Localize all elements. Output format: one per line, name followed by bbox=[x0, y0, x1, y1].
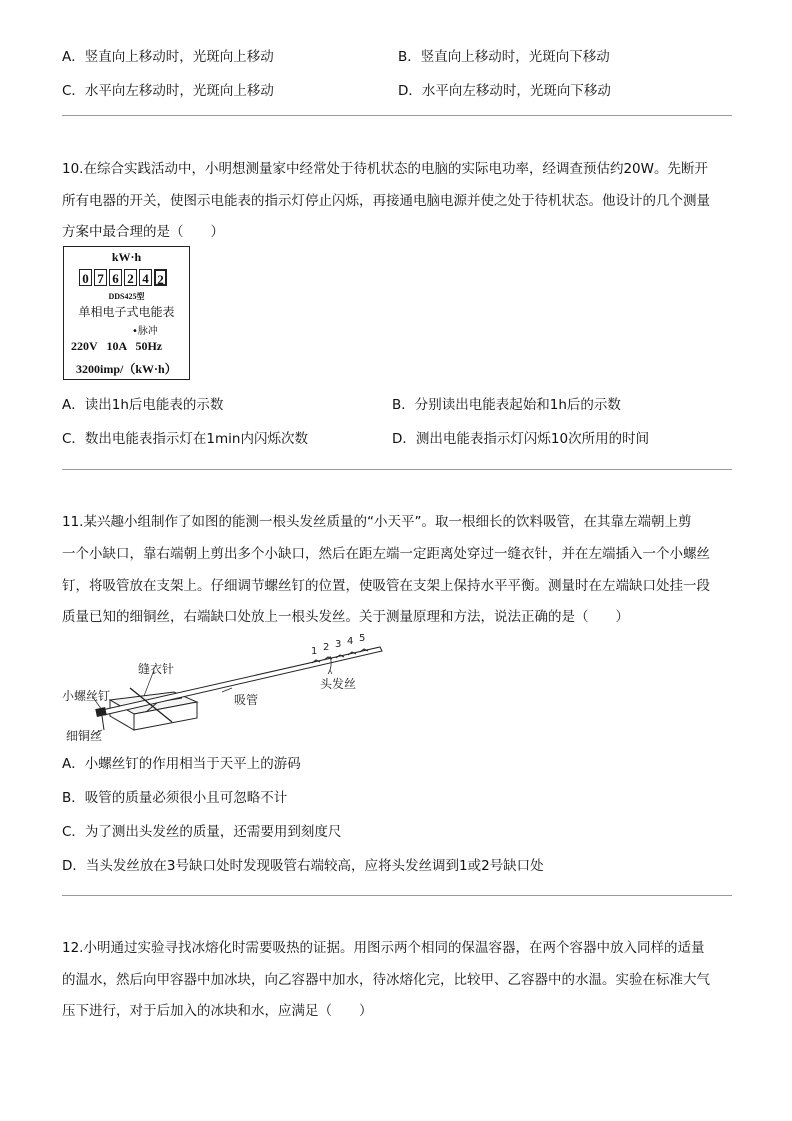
notch-label: 1 bbox=[311, 646, 318, 657]
q10-stem-line-3: 方案中最合理的是（ ） bbox=[62, 224, 224, 240]
meter-digit: 6 bbox=[109, 269, 122, 286]
q11-stem-line-2: 一个小缺口，靠右端朝上剪出多个小缺口，然后在距左端一定距离处穿过一缝衣针，并在左端插入一个小螺丝 bbox=[62, 546, 710, 562]
meter-pulse-label: •脉冲 bbox=[132, 326, 158, 337]
q10-stem-line-1: 10.在综合实践活动中，小明想测量家中经常处于待机状态的电脑的实际电功率，经调查预估约20W。先断开 bbox=[62, 161, 708, 177]
meter-model: DDS425型 bbox=[108, 292, 145, 301]
meter-digit: 7 bbox=[94, 269, 107, 286]
meter-digits bbox=[79, 269, 169, 286]
q10-option-d: D．测出电能表指示灯闪烁10次所用的时间 bbox=[392, 431, 650, 447]
copper-wire bbox=[102, 716, 104, 730]
meter-digit: 2 bbox=[124, 269, 137, 286]
q9-option-d: D．水平向左移动时，光斑向下移动 bbox=[398, 83, 611, 99]
meter-digit: 0 bbox=[79, 269, 92, 286]
q12-stem-line-2: 的温水，然后向甲容器中加冰块，向乙容器中加水，待冰熔化完，比较甲、乙容器中的水温。实验在标准大气 bbox=[62, 972, 710, 988]
straw-balance-figure bbox=[62, 630, 392, 745]
divider bbox=[62, 895, 732, 896]
notch-label: 2 bbox=[323, 642, 330, 653]
label-wire: 细铜丝 bbox=[66, 729, 103, 743]
q11-stem-line-1: 11.某兴趣小组制作了如图的能测一根头发丝质量的“小天平”。取一根细长的饮料吸管，在其靠左端朝上剪 bbox=[62, 514, 692, 530]
notch-label: 4 bbox=[347, 636, 354, 647]
leader-line bbox=[222, 688, 232, 692]
q10-stem-line-2: 所有电器的开关，使图示电能表的指示灯停止闪烁，再接通电脑电源并使之处于待机状态。他设计的几个测量 bbox=[62, 193, 710, 209]
divider bbox=[62, 469, 732, 470]
q9-option-b: B．竖直向上移动时，光斑向下移动 bbox=[398, 49, 610, 65]
meter-frequency: 50Hz bbox=[135, 339, 163, 353]
q11-option-b: B．吸管的质量必须很小且可忽略不计 bbox=[62, 790, 288, 806]
meter-unit: kW·h bbox=[111, 250, 142, 264]
meter-current: 10A bbox=[106, 339, 127, 353]
label-needle: 缝衣针 bbox=[138, 662, 175, 676]
q9-option-c: C．水平向左移动时，光斑向上移动 bbox=[62, 83, 274, 99]
q12-stem-line-3: 压下进行，对于后加入的冰块和水，应满足（ ） bbox=[62, 1003, 373, 1019]
meter-name: 单相电子式电能表 bbox=[78, 305, 175, 319]
q10-option-a: A．读出1h后电能表的示数 bbox=[62, 397, 224, 413]
notch-label: 3 bbox=[335, 639, 342, 650]
label-hair: 头发丝 bbox=[320, 677, 357, 691]
label-screw: 小螺丝钉 bbox=[62, 689, 111, 703]
q10-option-b: B．分别读出电能表起始和1h后的示数 bbox=[392, 397, 621, 413]
q10-option-c: C．数出电能表指示灯在1min内闪烁次数 bbox=[62, 431, 308, 447]
q12-stem-line-1: 12.小明通过实验寻找冰熔化时需要吸热的证据。用图示两个相同的保温容器，在两个容器中放入同样的适量 bbox=[62, 940, 705, 956]
leader-line bbox=[330, 670, 332, 674]
q11-option-a: A．小螺丝钉的作用相当于天平上的游码 bbox=[62, 756, 301, 772]
meter-digit-decimal: 2 bbox=[154, 269, 167, 286]
meter-specs bbox=[71, 339, 162, 354]
meter-constant: 3200imp/（kW·h） bbox=[76, 362, 177, 376]
q11-stem-line-4: 质量已知的细铜丝，右端缺口处放上一根头发丝。关于测量原理和方法，说法正确的是（ ） bbox=[62, 609, 629, 625]
divider bbox=[62, 115, 732, 116]
label-straw: 吸管 bbox=[234, 693, 259, 707]
q11-option-c: C．为了测出头发丝的质量，还需要用到刻度尺 bbox=[62, 824, 342, 840]
meter-digit: 4 bbox=[139, 269, 152, 286]
q11-stem-line-3: 钉，将吸管放在支架上。仔细调节螺丝钉的位置，使吸管在支架上保持水平平衡。测量时在左端缺口处挂一段 bbox=[62, 578, 710, 594]
q11-option-d: D．当头发丝放在3号缺口处时发现吸管右端较高，应将头发丝调到1或2号缺口处 bbox=[62, 858, 544, 874]
q9-option-a: A．竖直向上移动时，光斑向上移动 bbox=[62, 49, 274, 65]
energy-meter-figure bbox=[63, 246, 190, 380]
meter-voltage: 220V bbox=[71, 339, 98, 353]
notch-label: 5 bbox=[359, 633, 366, 644]
